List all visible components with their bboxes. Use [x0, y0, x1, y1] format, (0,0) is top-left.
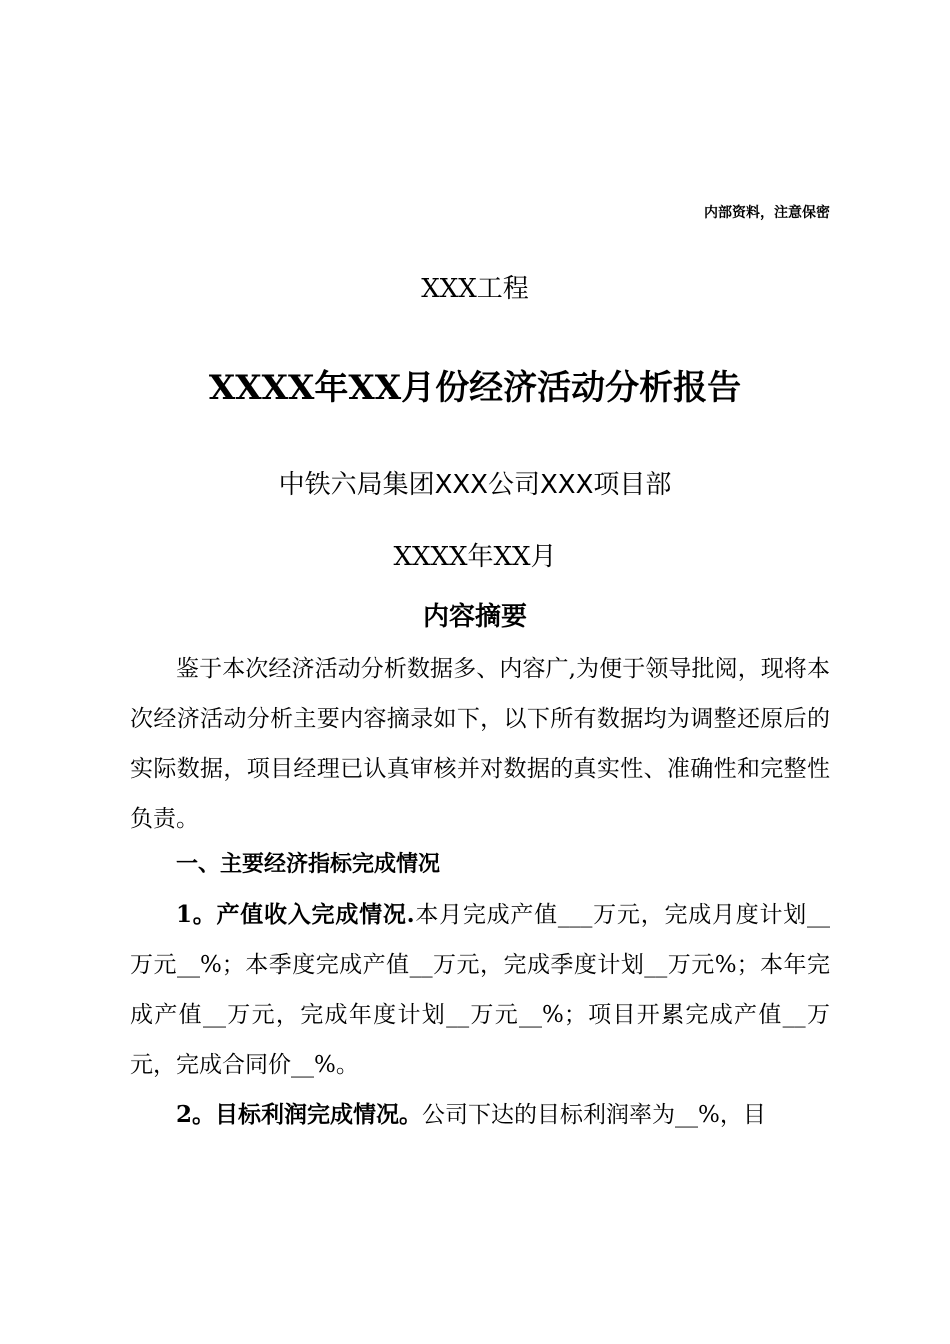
- report-date: XXXX年XX月: [393, 542, 557, 572]
- organization-name: 中铁六局集团XXX公司XXX项目部: [278, 470, 672, 500]
- output-value-text: 本月完成产值___万元，完成月度计划__万元__%；本季度完成产值__万元，完成季度计划__万元%；本年完成产值__万元，完成年度计划__万元__%；项目开累完成产值__万元，完成合同价__%。: [130, 902, 831, 1078]
- abstract-intro: 鉴于本次经济活动分析数据多、内容广,为便于领导批阅，现将本次经济活动分析主要内容摘录如下，以下所有数据均为调整还原后的实际数据，项目经理已认真审核并对数据的真实性、准确性和完整性负责。: [130, 656, 830, 832]
- output-value-label: 1。产值收入完成情况.: [176, 901, 415, 928]
- target-profit-paragraph: [130, 1090, 830, 1140]
- output-value-paragraph: [130, 890, 830, 1090]
- target-profit-label: 2。目标利润完成情况。: [176, 1101, 423, 1128]
- section-heading: 一、主要经济指标完成情况: [176, 852, 441, 877]
- target-profit-text: 公司下达的目标利润率为__%，目: [422, 1102, 766, 1128]
- report-title: XXXX年XX月份经济活动分析报告: [208, 368, 742, 408]
- confidential-notice: 内部资料，注意保密: [704, 205, 830, 221]
- abstract-heading: 内容摘要: [422, 602, 527, 632]
- project-name: XXX工程: [421, 274, 529, 304]
